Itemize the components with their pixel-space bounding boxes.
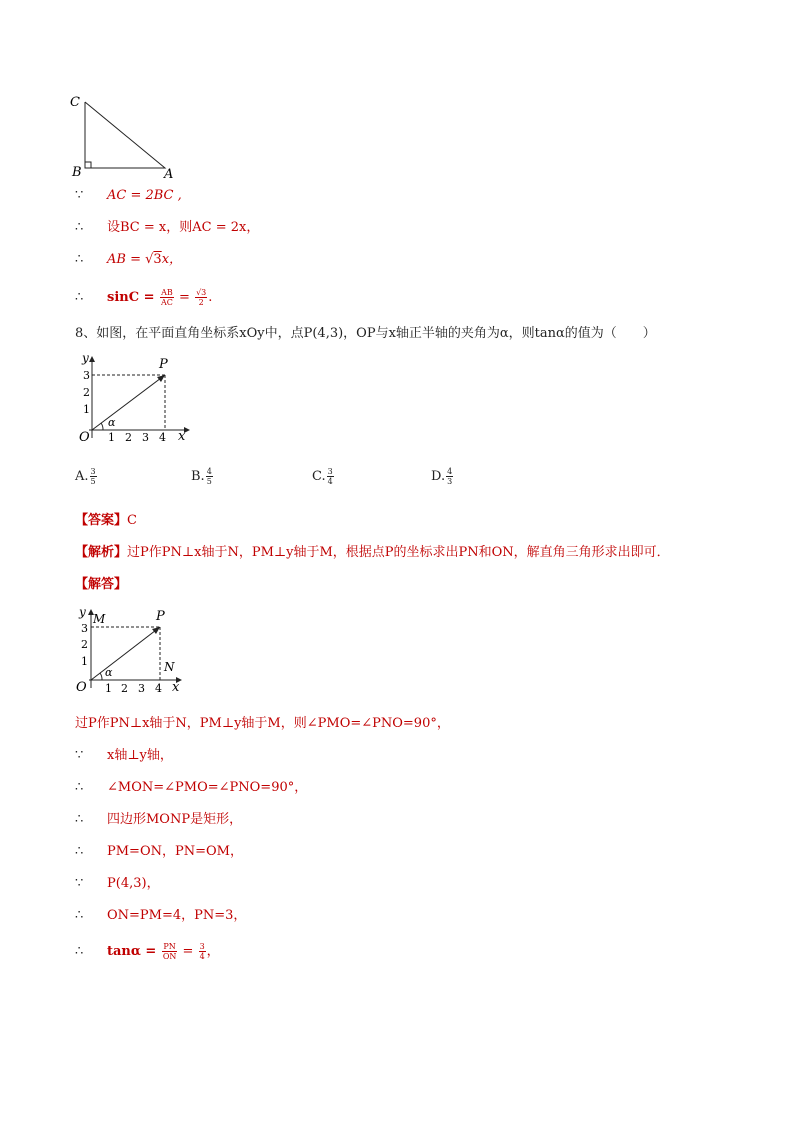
tick-x-4: 4: [155, 682, 162, 695]
solution2-line2: ∴ ∠MON=∠PMO=∠PNO=90°，: [75, 778, 307, 798]
fraction-pn-on: $\frac{PN}{ON}$: [162, 942, 177, 961]
solution2-line7: ∴ tanα = $\frac{PN}{ON}$ = $\frac{3}{4}$ ，: [75, 939, 220, 965]
therefore-symbol: ∴: [75, 844, 84, 859]
therefore-symbol: ∴: [75, 908, 84, 923]
because-symbol: ∵: [75, 876, 84, 891]
tick-x-3: 3: [138, 682, 145, 695]
origin-label: O: [79, 430, 90, 445]
therefore-symbol: ∴: [75, 780, 84, 795]
x-label: x: [178, 429, 186, 444]
solution1-line4: ∴ sinC = $\frac{AB}{AC}$ = $\frac{√3}{2}$ .: [75, 285, 212, 311]
point-p-label: P: [156, 609, 165, 624]
therefore-symbol: ∴: [75, 944, 84, 959]
tick-x-2: 2: [125, 431, 132, 444]
triangle-outline: [85, 102, 165, 168]
analysis-line: 【解析】过P作PN⊥x轴于N，PM⊥y轴于M，根据点P的坐标求出PN和ON，解直角三角形求出即可．: [75, 545, 670, 560]
op-arrowhead: [152, 627, 160, 634]
tick-y-3: 3: [81, 622, 88, 635]
m-label: M: [93, 612, 106, 626]
solution2-line1: ∵ x轴⊥y轴，: [75, 746, 173, 766]
tick-y-1: 1: [83, 403, 90, 416]
fraction-3-4: $\frac{3}{4}$: [199, 942, 205, 961]
segment-op: [91, 627, 160, 680]
solution2-line3: ∴ 四边形MONP是矩形，: [75, 810, 242, 830]
therefore-symbol: ∴: [75, 812, 84, 827]
answer-value: C: [127, 513, 137, 528]
solution1-line2: ∴ 设BC = x，则AC = 2x，: [75, 218, 259, 238]
op-arrowhead: [157, 375, 165, 382]
vertex-label-c: C: [70, 95, 80, 110]
n-label: N: [164, 660, 175, 674]
vertex-label-a: A: [164, 167, 174, 182]
tick-x-1: 1: [108, 431, 115, 444]
tick-y-2: 2: [83, 386, 90, 399]
coordinate-figure-1: [72, 350, 197, 446]
alpha-arc: [100, 673, 102, 680]
choice-a[interactable]: A. $\frac{3}{5}$: [75, 467, 96, 486]
question8-text: 8、如图，在平面直角坐标系xOy中，点P(4,3)，OP与x轴正半轴的夹角为α，则tanα的值为（ ）: [75, 326, 656, 341]
because-symbol: ∵: [75, 748, 84, 763]
triangle-figure: [68, 90, 178, 182]
alpha-label: α: [108, 416, 116, 429]
solution2-intro: 过P作PN⊥x轴于N，PM⊥y轴于M，则∠PMO=∠PNO=90°，: [75, 716, 450, 731]
tick-y-2: 2: [81, 638, 88, 651]
solution1-line3: ∴ AB = √3x，: [75, 250, 182, 270]
vertex-label-b: B: [72, 165, 82, 180]
tick-x-3: 3: [142, 431, 149, 444]
right-angle-mark: [85, 162, 91, 168]
origin-label: O: [76, 680, 87, 695]
tick-x-1: 1: [105, 682, 112, 695]
solution-header: 【解答】: [75, 577, 128, 592]
y-axis-arrow: [89, 356, 95, 362]
choice-b[interactable]: B. $\frac{4}{5}$: [191, 467, 212, 486]
choice-d[interactable]: D. $\frac{4}{3}$: [431, 467, 453, 486]
tick-y-3: 3: [83, 369, 90, 382]
tick-y-1: 1: [81, 655, 88, 668]
therefore-symbol: ∴: [75, 290, 84, 305]
tick-x-4: 4: [159, 431, 166, 444]
alpha-arc: [101, 423, 103, 430]
answer-line: 【答案】C: [75, 513, 137, 528]
fraction-ab-ac: $\frac{AB}{AC}$: [161, 288, 173, 307]
segment-op: [92, 375, 165, 430]
fraction-sqrt3-2: $\frac{√3}{2}$: [196, 288, 207, 307]
solution2-line4: ∴ PM=ON，PN=OM，: [75, 842, 243, 862]
tick-x-2: 2: [121, 682, 128, 695]
alpha-label: α: [105, 666, 113, 679]
because-symbol: ∵: [75, 188, 84, 203]
coordinate-figure-2: [72, 603, 197, 697]
solution2-line5: ∵ P(4,3)，: [75, 874, 160, 894]
choice-c[interactable]: C. $\frac{3}{4}$: [312, 467, 333, 486]
therefore-symbol: ∴: [75, 252, 84, 267]
point-p-label: P: [159, 357, 168, 372]
therefore-symbol: ∴: [75, 220, 84, 235]
x-label: x: [172, 680, 180, 695]
solution1-line1: ∵ AC = 2BC ,: [75, 186, 182, 206]
y-label: y: [79, 605, 86, 619]
solution2-line6: ∴ ON=PM=4，PN=3，: [75, 906, 246, 926]
y-label: y: [82, 351, 89, 365]
